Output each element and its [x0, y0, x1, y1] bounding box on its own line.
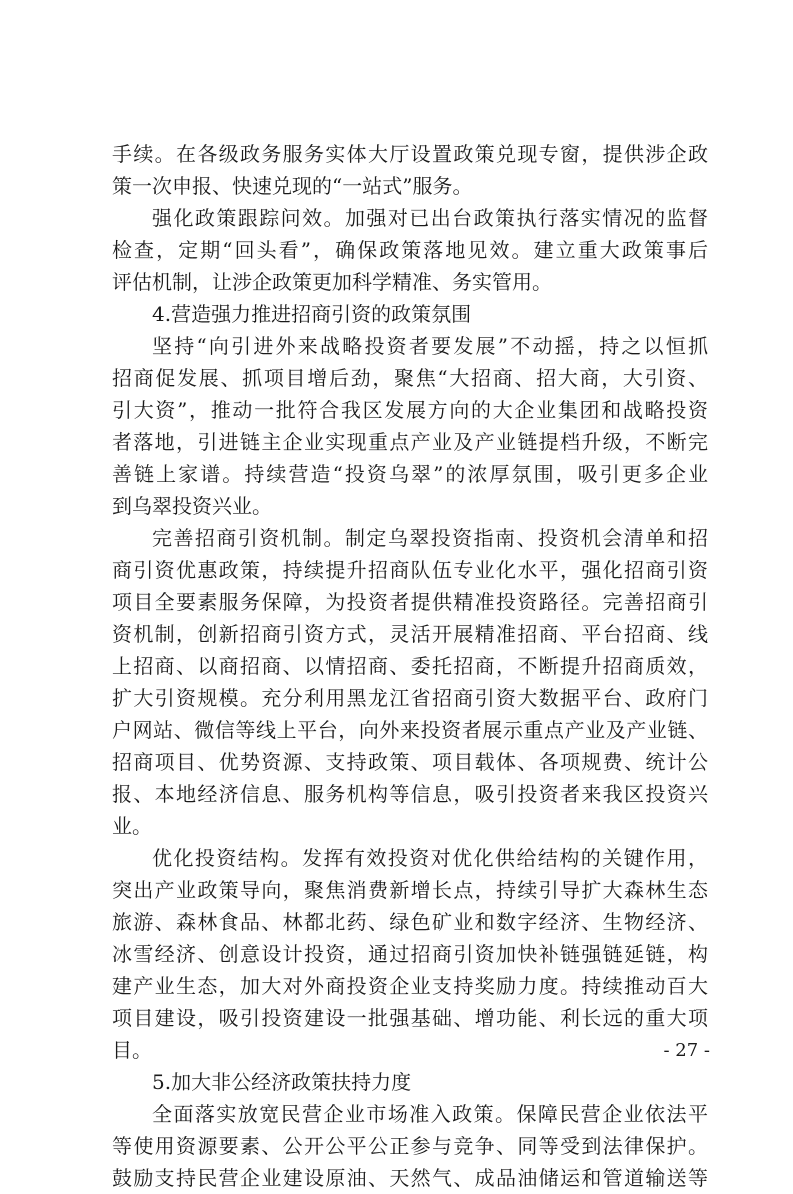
text-line: 策一次申报、快速兑现的“一站式”服务。	[112, 174, 473, 198]
text-line: 冰雪经济、创意设计投资，通过招商引资加快补链强链延链，构	[112, 942, 708, 966]
text-line: 等使用资源要素、公开公平公正参与竞争、同等受到法律保护。	[112, 1134, 708, 1158]
text-line: 旅游、森林食品、林都北药、绿色矿业和数字经济、生物经济、	[112, 910, 708, 934]
text-line: 建产业生态，加大对外商投资企业支持奖励力度。持续推动百大	[112, 974, 708, 998]
text-line: 检查，定期“回头看”，确保政策落地见效。建立重大政策事后	[112, 238, 708, 262]
body-text	[112, 138, 708, 1194]
text-line: 资机制，创新招商引资方式，灵活开展精准招商、平台招商、线	[112, 622, 708, 646]
text-line: 评估机制，让涉企政策更加科学精准、务实管用。	[112, 270, 552, 294]
section-heading: 4.营造强力推进招商引资的政策氛围	[152, 302, 472, 326]
text-line: 招商项目、优势资源、支持政策、项目载体、各项规费、统计公	[112, 750, 708, 774]
text-line: 招商促发展、抓项目增后劲，聚焦“大招商、招大商，大引资、	[112, 366, 708, 390]
text-line: 上招商、以商招商、以情招商、委托招商，不断提升招商质效，	[112, 654, 708, 678]
text-line: 项目建设，吸引投资建设一批强基础、增功能、利长远的重大项	[112, 1006, 708, 1030]
paragraph-start-line: 强化政策跟踪问效。加强对已出台政策执行落实情况的监督	[152, 206, 708, 230]
text-line: 突出产业政策导向，聚焦消费新增长点，持续引导扩大森林生态	[112, 878, 708, 902]
text-line: 者落地，引进链主企业实现重点产业及产业链提档升级，不断完	[112, 430, 708, 454]
text-line: 报、本地经济信息、服务机构等信息，吸引投资者来我区投资兴	[112, 782, 708, 806]
text-line: 户网站、微信等线上平台，向外来投资者展示重点产业及产业链、	[112, 718, 708, 742]
text-line: 目。	[112, 1038, 152, 1062]
page-number: - 27 -	[663, 1040, 710, 1061]
text-line: 善链上家谱。持续营造“投资乌翠”的浓厚氛围，吸引更多企业	[112, 462, 708, 486]
text-line: 业。	[112, 814, 152, 838]
paragraph-start-line: 优化投资结构。发挥有效投资对优化供给结构的关键作用，	[152, 846, 708, 870]
text-line: 商引资优惠政策，持续提升招商队伍专业化水平，强化招商引资	[112, 558, 708, 582]
paragraph-start-line: 坚持“向引进外来战略投资者要发展”不动摇，持之以恒抓	[152, 334, 708, 358]
text-line: 鼓励支持民营企业建设原油、天然气、成品油储运和管道输送等	[112, 1166, 708, 1190]
text-line: 引大资”，推动一批符合我区发展方向的大企业集团和战略投资	[112, 398, 708, 422]
paragraph-start-line: 完善招商引资机制。制定乌翠投资指南、投资机会清单和招	[152, 526, 708, 550]
text-line: 手续。在各级政务服务实体大厅设置政策兑现专窗，提供涉企政	[112, 142, 708, 166]
text-line: 到乌翠投资兴业。	[112, 494, 272, 518]
text-line: 扩大引资规模。充分利用黑龙江省招商引资大数据平台、政府门	[112, 686, 708, 710]
text-line: 项目全要素服务保障，为投资者提供精准投资路径。完善招商引	[112, 590, 708, 614]
paragraph-start-line: 全面落实放宽民营企业市场准入政策。保障民营企业依法平	[152, 1102, 708, 1126]
section-heading: 5.加大非公经济政策扶持力度	[152, 1070, 412, 1094]
